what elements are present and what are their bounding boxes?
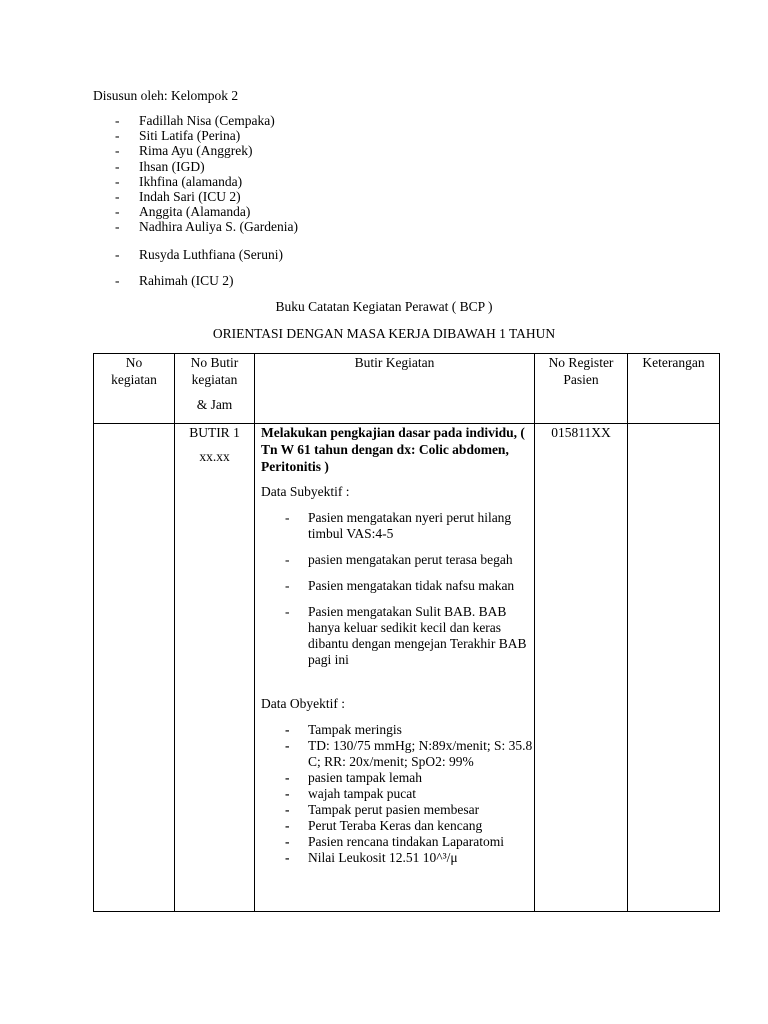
header-keterangan: Keterangan	[628, 354, 720, 424]
extra-member-list	[115, 247, 283, 262]
list-item: - Rahimah (ICU 2)	[115, 273, 233, 288]
subjective-list	[285, 510, 534, 668]
header-no-butir: No Butir kegiatan & Jam	[175, 354, 255, 424]
list-item: - wajah tampak pucat	[285, 786, 534, 802]
table-header-row	[94, 354, 720, 424]
list-item: - Indah Sari (ICU 2)	[115, 189, 298, 204]
objective-list	[285, 722, 534, 866]
list-item: - pasien tampak lemah	[285, 770, 534, 786]
cell-no-kegiatan	[94, 424, 175, 912]
list-item: - Ikhfina (alamanda)	[115, 174, 298, 189]
table-row	[94, 424, 720, 912]
list-item: - Rusyda Luthfiana (Seruni)	[115, 247, 283, 262]
document-title: Buku Catatan Kegiatan Perawat ( BCP )	[275, 299, 493, 314]
objective-label: Data Obyektif :	[261, 696, 345, 711]
cell-no-butir: BUTIR 1 xx.xx	[175, 424, 255, 912]
list-item: - Perut Teraba Keras dan kencang	[285, 818, 534, 834]
list-item: - Anggita (Alamanda)	[115, 204, 298, 219]
list-item: - Nilai Leukosit 12.51 10^³/μ	[285, 850, 534, 866]
extra-member-list-2	[115, 273, 233, 288]
document-subtitle: ORIENTASI DENGAN MASA KERJA DIBAWAH 1 TAHUN	[212, 326, 556, 341]
list-item: - Nadhira Auliya S. (Gardenia)	[115, 219, 298, 234]
list-item: - Pasien mengatakan tidak nafsu makan	[285, 578, 534, 594]
header-no-register: No Register Pasien	[535, 354, 628, 424]
list-item: - Pasien mengatakan nyeri perut hilang timbul VAS:4-5	[285, 510, 534, 542]
cell-keterangan	[628, 424, 720, 912]
list-item: - Fadillah Nisa (Cempaka)	[115, 113, 298, 128]
cell-no-register: 015811XX	[535, 424, 628, 912]
list-item: - TD: 130/75 mmHg; N:89x/menit; S: 35.8 C; RR: 20x/menit; SpO2: 99%	[285, 738, 534, 770]
list-item: - Pasien rencana tindakan Laparatomi	[285, 834, 534, 850]
author-line: Disusun oleh: Kelompok 2	[93, 88, 239, 103]
list-item: - Rima Ayu (Anggrek)	[115, 143, 298, 158]
member-list	[115, 113, 298, 235]
subjective-label: Data Subyektif :	[261, 484, 350, 499]
list-item: - pasien mengatakan perut terasa begah	[285, 552, 534, 568]
header-butir-kegiatan: Butir Kegiatan	[255, 354, 535, 424]
list-item: - Pasien mengatakan Sulit BAB. BAB hanya keluar sedikit kecil dan keras dibantu dengan mengejan Terakhir BAB pagi ini	[285, 604, 534, 668]
cell-butir-kegiatan	[255, 424, 535, 912]
list-item: - Ihsan (IGD)	[115, 159, 298, 174]
list-item: - Siti Latifa (Perina)	[115, 128, 298, 143]
header-no-kegiatan: No kegiatan	[94, 354, 175, 424]
list-item: - Tampak meringis	[285, 722, 534, 738]
activity-title: Melakukan pengkajian dasar pada individu, ( Tn W 61 tahun dengan dx: Colic abdomen, Peritonitis )	[261, 425, 525, 474]
activity-table	[93, 353, 720, 912]
list-item: - Tampak perut pasien membesar	[285, 802, 534, 818]
